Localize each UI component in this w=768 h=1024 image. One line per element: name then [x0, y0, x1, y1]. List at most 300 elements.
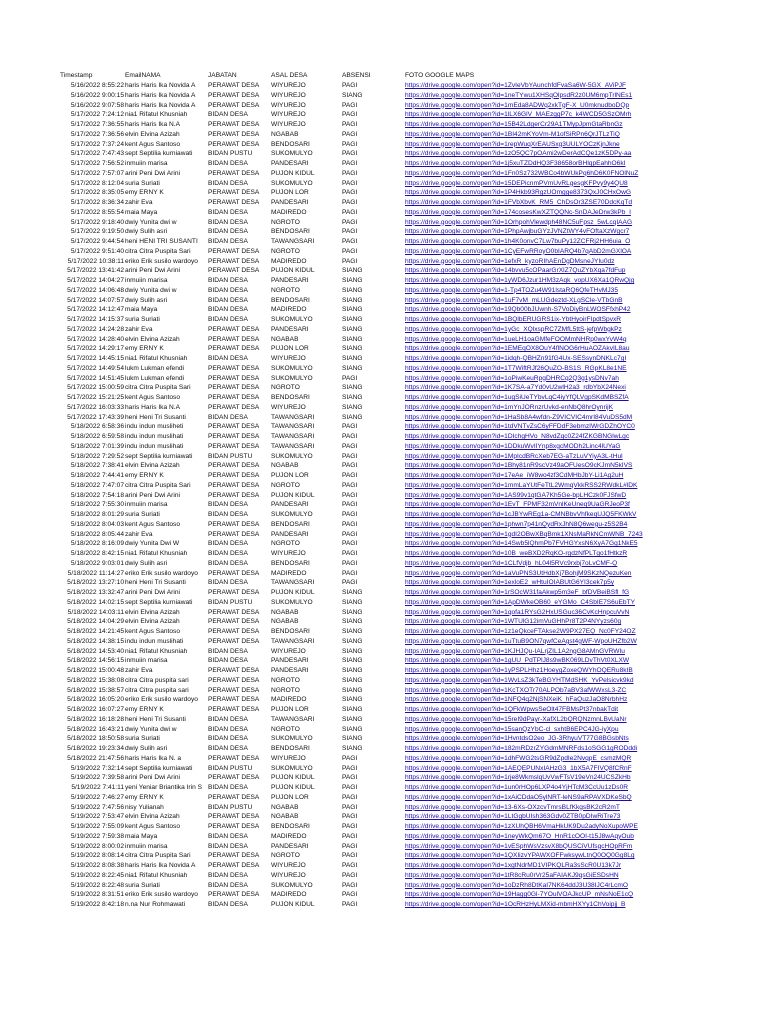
cell-asal-desa: WIYUREJO — [271, 111, 306, 119]
foto-link[interactable]: https://drive.google.com/open?id=10B_weBXD2RqKO-rgdzNfPLTgo1fHtkzR — [405, 550, 628, 557]
cell-asal-desa: PANDESARI — [271, 277, 309, 284]
foto-link[interactable]: https://drive.google.com/open?id=1DDkuWvIIYnp8xgcMODh2Linc4lUYaG — [405, 442, 621, 450]
cell-jabatan: BIDAN DESA — [208, 832, 248, 840]
cell-foto-link — [405, 510, 643, 520]
foto-link[interactable]: https://drive.google.com/open?id=1tdVNTvZsC6yFFDdF3ebmzIWrGDZhOYC0 — [405, 423, 635, 431]
cell-email-nama: heni Heni Tri Susanti — [125, 579, 186, 587]
cell-absensi: SIANG — [342, 345, 363, 353]
foto-link[interactable]: https://drive.google.com/open?id=1AEQEPUNxIAHzG3_1bX5A7FIVQ8fCRnF — [405, 764, 632, 772]
cell-email-nama: sept Septilia kurniawati — [125, 150, 193, 158]
cell-absensi: SIANG — [342, 686, 363, 694]
table-row — [60, 383, 643, 393]
foto-link[interactable]: https://drive.google.com/open?id=1FVbXbvK_RM5_ChDsOr3ZSE70DdcKqTd — [405, 199, 633, 206]
table-row — [60, 344, 643, 354]
foto-link[interactable]: https://drive.google.com/open?id=1QXIizvYPAWXOFFwksywLtnQ0OQ0Gg8Lg — [405, 852, 635, 860]
header-timestamp: Timestamp — [60, 72, 93, 79]
cell-jabatan: PERAWAT DESA — [208, 169, 260, 177]
cell-foto-link — [405, 91, 643, 101]
cell-timestamp: 5/17/2022 9:51:40 — [70, 247, 124, 255]
cell-asal-desa: WIYUREJO — [271, 121, 306, 128]
cell-foto-link — [405, 393, 643, 403]
cell-foto-link — [405, 276, 643, 286]
foto-link[interactable]: https://drive.google.com/open?id=1BQlbERUGRS1ix-YbtHyoirFIpdtSpvxR — [405, 316, 622, 323]
cell-timestamp: 5/17/2022 14:51:45 — [67, 374, 124, 382]
cell-timestamp: 5/18/2022 7:47:07 — [70, 481, 124, 489]
foto-link[interactable]: https://drive.google.com/open?id=13-6Xs-OXzcvTmrsBLfKkgsBK2cR2mT — [405, 803, 620, 811]
cell-timestamp: 5/17/2022 8:12:04 — [70, 179, 124, 187]
cell-jabatan: BIDAN PUSTU — [208, 764, 253, 772]
foto-link[interactable]: https://drive.google.com/open?id=1DIchgHVo_N8vdZqc0Z24fZKGBNGlwLgc — [405, 433, 630, 440]
cell-foto-link — [405, 656, 643, 666]
foto-link[interactable]: https://drive.google.com/open?id=1xgtNdrMD1VIPKQLRa3sScR0U13k7Jr — [405, 862, 622, 869]
cell-email-nama: haris Haris Ika N.A — [125, 121, 180, 128]
cell-jabatan: BIDAN DESA — [208, 579, 248, 587]
cell-timestamp: 5/17/2022 7:37:24 — [70, 140, 124, 148]
cell-jabatan: BIDAN DESA — [208, 296, 248, 304]
cell-timestamp: 5/19/2022 7:32:14 — [70, 764, 124, 772]
cell-foto-link — [405, 208, 643, 218]
cell-jabatan: BIDAN DESA — [208, 111, 248, 119]
foto-link[interactable]: https://drive.google.com/open?id=1neTYwu1XHSqOlpsdR2z0UM6mpTrlNEs1 — [405, 91, 633, 99]
table-row — [60, 861, 643, 871]
foto-link[interactable]: https://drive.google.com/open?id=1P4Hkb93RgzUOmgge8373QxJ0CHxOwG — [405, 189, 631, 197]
cell-absensi: SIANG — [342, 413, 363, 421]
foto-link[interactable]: https://drive.google.com/open?id=1HaSb8A4wfdn-Z9VICVIC4mrI84VuDS5dM — [405, 413, 633, 421]
cell-email-nama: elvin Elvina Azizah — [125, 813, 180, 821]
foto-link[interactable]: https://drive.google.com/open?id=1tR8cRu0rVr25aFAIAKJ9qsGiESDsHN — [405, 871, 619, 879]
cell-foto-link — [405, 452, 643, 462]
cell-timestamp: 5/18/2022 14:21:45 — [67, 628, 124, 635]
cell-asal-desa: PUJON LOR — [271, 472, 309, 479]
cell-foto-link — [405, 257, 643, 267]
cell-asal-desa: NGABAB — [271, 608, 299, 616]
cell-absensi: PAGI — [342, 111, 358, 119]
cell-foto-link — [405, 110, 643, 120]
cell-asal-desa: PANDESARI — [271, 657, 309, 665]
cell-asal-desa: PUJON KIDUL — [271, 784, 315, 791]
foto-link[interactable]: https://drive.google.com/open?id=1rje8WkmslqUvVwFTsV19eVn24UCSZkHb — [405, 774, 631, 782]
cell-jabatan: PERAWAT DESA — [208, 628, 260, 635]
cell-email-nama: haris Haris Ika Novida A — [125, 101, 196, 109]
cell-jabatan: BIDAN DESA — [208, 286, 248, 294]
foto-link[interactable]: https://drive.google.com/open?id=1h4K0onvC7Lw7buPy12ZCFRj2HH6uia_O — [405, 238, 631, 245]
foto-link[interactable]: https://drive.google.com/open?id=1uF7vM_mLUGdeztd-XLgSCle-VTbGnB — [405, 296, 623, 304]
cell-timestamp: 5/18/2022 14:38:15 — [67, 637, 124, 645]
foto-link[interactable]: https://drive.google.com/open?id=1oDzRh8DtKaI7NK64ddJ3U38IJC4rLcmO — [405, 881, 629, 889]
cell-jabatan: PERAWAT DESA — [208, 364, 260, 372]
cell-jabatan: PERAWAT DESA — [208, 754, 260, 762]
cell-asal-desa: PANDESARI — [271, 667, 309, 674]
table-row — [60, 227, 643, 237]
cell-foto-link — [405, 130, 643, 140]
foto-link[interactable]: https://drive.google.com/open?id=1WTUlG12imVuGHhPr8T2P4NYyzs60g — [405, 618, 622, 626]
cell-timestamp: 5/18/2022 19:23:34 — [67, 745, 124, 752]
cell-foto-link — [405, 549, 643, 559]
cell-email-nama: lukm Lukman efendi — [125, 374, 185, 382]
cell-email-nama: elvin Elvina Azizah — [125, 335, 180, 343]
foto-link[interactable]: https://drive.google.com/open?id=1ugSiUeTYbvLqC4iyYfQLVgpSKdMBSZfA — [405, 394, 629, 401]
cell-jabatan: BIDAN DESA — [208, 501, 248, 509]
cell-jabatan: PERAWAT DESA — [208, 130, 260, 138]
cell-email-nama: nia1 Rifatul Khusniah — [125, 647, 188, 655]
cell-foto-link — [405, 140, 643, 150]
cell-asal-desa: MADIREDO — [271, 257, 307, 265]
cell-foto-link — [405, 364, 643, 374]
cell-jabatan: BIDAN DESA — [208, 657, 248, 665]
cell-timestamp: 5/17/2022 14:07:57 — [67, 296, 124, 304]
foto-link[interactable]: https://drive.google.com/open?id=1BI42mKYoVm-M1ofSiRPn6QrJTLzTiQ — [405, 130, 620, 138]
foto-link[interactable]: https://drive.google.com/open?id=1T7WiftRJf26QuZO-BS1S_RGpKL8e1NE — [405, 364, 627, 372]
cell-absensi: PAGI — [342, 491, 358, 499]
cell-jabatan: BIDAN DESA — [208, 842, 248, 850]
table-body — [60, 81, 643, 910]
foto-link[interactable]: https://drive.google.com/open?id=1gUU_PdTPlJ8s9wBK069LDvThVt0XLXW — [405, 657, 630, 665]
cell-foto-link — [405, 481, 643, 491]
cell-jabatan: PERAWAT DESA — [208, 706, 260, 713]
cell-jabatan: BIDAN DESA — [208, 725, 248, 733]
foto-link[interactable]: https://drive.google.com/open?id=1phwn7p41nQydRxJhN8Q6wegu-z5S2B4 — [405, 520, 628, 528]
foto-link[interactable]: https://drive.google.com/open?id=1KcTXOTr70ALPOb7aBV3afWWxsL3-ZC — [405, 686, 627, 694]
cell-foto-link — [405, 676, 643, 686]
cell-timestamp: 5/18/2022 8:16:09 — [70, 540, 124, 548]
cell-absensi: PAGI — [342, 199, 358, 206]
cell-foto-link — [405, 559, 643, 569]
cell-email-nama: haris Haris Ika Novida A — [125, 91, 196, 99]
cell-email-nama: sept Septilia kurniawati — [125, 598, 193, 606]
cell-asal-desa: MADIREDO — [271, 208, 307, 216]
cell-timestamp: 5/18/2022 9:03:01 — [70, 559, 124, 567]
table-row — [60, 432, 643, 442]
cell-asal-desa: TAWANGSARI — [271, 423, 315, 431]
foto-link[interactable]: https://drive.google.com/open?id=19Hagg0Gl-7YOulVOAJkcUP_mNsNoE1cQ — [405, 891, 634, 899]
cell-foto-link — [405, 305, 643, 315]
cell-foto-link — [405, 159, 643, 169]
cell-timestamp: 5/17/2022 14:15:37 — [67, 316, 124, 323]
foto-link[interactable]: https://drive.google.com/open?id=174cosesKwXZTQQNc-SnDAJeDrw3kPb_I — [405, 208, 631, 216]
foto-link[interactable]: https://drive.google.com/open?id=1j5xuTZDdHQ3F38658orBHlqpEahhO6kI — [405, 160, 626, 167]
foto-link[interactable]: https://drive.google.com/open?id=1mEda8ADWq2xkTgF-X_U0mknudboDQp — [405, 101, 630, 109]
table-row — [60, 637, 643, 647]
table-row — [60, 452, 643, 462]
table-row — [60, 461, 643, 471]
cell-asal-desa: WIYUREJO — [271, 754, 306, 762]
cell-foto-link — [405, 286, 643, 296]
table-row — [60, 296, 643, 306]
cell-email-nama: dwiy Sulih asri — [125, 296, 168, 304]
foto-link[interactable]: https://drive.google.com/open?id=1Bhy81nR9scVz49aOFUesO9cKJmN5kIVS — [405, 462, 633, 470]
cell-jabatan: PERAWAT DESA — [208, 481, 260, 489]
table-row — [60, 539, 643, 549]
foto-link[interactable]: https://drive.google.com/open?id=1mmLaYUtFeTtL2WmqVkkRSS2RWdkL#lDK — [405, 481, 638, 489]
foto-link[interactable]: https://drive.google.com/open?id=1yPSPLHhz1HoeygZoxeQWYhOQERu8kIB — [405, 667, 633, 674]
cell-absensi: PAGI — [342, 803, 358, 811]
cell-email-nama: eriko Erik susilo wardoyo — [125, 257, 198, 265]
foto-link[interactable]: https://drive.google.com/open?id=1CLfVdjb_hL04l5RVc9rxbj7oLvCMF-Q — [405, 559, 618, 567]
foto-link[interactable]: https://drive.google.com/open?id=1mYnJORnzrUvkd-enNbQ8hrOynrijK — [405, 403, 613, 411]
table-row — [60, 354, 643, 364]
table-row — [60, 676, 643, 686]
cell-timestamp: 5/17/2022 7:47:43 — [70, 150, 124, 158]
cell-jabatan: PERAWAT DESA — [208, 345, 260, 353]
cell-absensi: PAGI — [342, 823, 358, 830]
cell-asal-desa: SUKOMULYO — [271, 452, 313, 460]
cell-foto-link — [405, 247, 643, 257]
cell-email-nama: kent Agus Santoso — [125, 628, 180, 635]
cell-jabatan: BIDAN DESA — [208, 511, 248, 518]
cell-asal-desa: PUJON KIDUL — [271, 491, 315, 499]
cell-jabatan: PERAWAT DESA — [208, 676, 260, 684]
foto-link[interactable]: https://drive.google.com/open?id=1cJBYwREg1a-CMNBbvVhfkeqUJQ5FKWkV — [405, 511, 637, 518]
foto-link[interactable]: https://drive.google.com/open?id=1exloE2_wHtuIOIABUtG6YI3cek7p5y — [405, 579, 615, 587]
foto-link[interactable]: https://drive.google.com/open?id=1zO5QC7pOAmi2wDerAdCQe1zK5DPy-aa — [405, 150, 632, 158]
cell-email-nama: suria Suriati — [125, 179, 160, 187]
foto-link[interactable]: https://drive.google.com/open?id=1idqh-QBHZn91fG4Ux-SESsynDNKLc7gI — [405, 355, 627, 362]
cell-timestamp: 5/18/2022 11:14:27 — [67, 569, 124, 577]
cell-timestamp: 5/19/2022 8:22:45 — [70, 871, 124, 879]
cell-timestamp: 5/18/2022 8:05:44 — [70, 530, 124, 538]
cell-absensi: PAGI — [342, 179, 358, 187]
foto-link[interactable]: https://drive.google.com/open?id=1lLX6GlV_MAEzggP7c_k4WCD5GSzOMrh — [405, 111, 632, 119]
cell-asal-desa: NGABAB — [271, 813, 299, 821]
cell-foto-link — [405, 861, 643, 871]
cell-asal-desa: BENDOSARI — [271, 745, 310, 752]
table-row — [60, 403, 643, 413]
foto-link[interactable]: https://drive.google.com/open?id=14Swb5lQhmPb7FVHGYxsN6XyA7Gg1NkE5 — [405, 540, 638, 548]
cell-timestamp: 5/18/2022 8:04:03 — [70, 520, 124, 528]
cell-asal-desa: PUJON KIDUL — [271, 774, 315, 782]
cell-email-nama: yeni Yeniar Briantika Irin S — [125, 784, 202, 791]
cell-jabatan: BIDAN PUSTU — [208, 150, 253, 158]
foto-link[interactable]: https://drive.google.com/open?id=1K7SA-a7Yd0vU2wlH2a3_rdbYbX24Nexi — [405, 384, 626, 392]
foto-link[interactable]: https://drive.google.com/open?id=1yGc_XQlxspRC7ZMfL5ttS-jefpWbgkPz — [405, 325, 622, 333]
cell-email-nama: dwiy Yunita dwi w — [125, 218, 177, 226]
foto-link[interactable]: https://drive.google.com/open?id=1oPiwKeuRpgDHRCq2Q3g1ysDNv7ah — [405, 374, 619, 382]
cell-asal-desa: PUJON LOR — [271, 345, 309, 353]
cell-timestamp: 5/17/2022 8:35:05 — [70, 189, 124, 197]
foto-link[interactable]: https://drive.google.com/open?id=1WvLsZ3kTeBGYHTMdSHK_YvPelsicvk9kd — [405, 676, 634, 684]
foto-link[interactable]: https://drive.google.com/open?id=1ApDWkeOB60_eYGMo_C4SbIE7S6uEbTY — [405, 598, 635, 606]
cell-absensi: SIANG — [342, 286, 363, 294]
cell-absensi: PAGI — [342, 569, 358, 577]
table-row — [60, 608, 643, 618]
cell-timestamp: 5/17/2022 17:43:39 — [67, 413, 124, 421]
cell-jabatan: BIDAN PUSTU — [208, 803, 253, 811]
foto-link[interactable]: https://drive.google.com/open?id=1qofa1RYsG2HxUSGuc36CvKcHnpcuVvN — [405, 608, 630, 616]
cell-email-nama: nia1 Rifatul Khusniah — [125, 871, 188, 879]
foto-link[interactable]: https://drive.google.com/open?id=1zXUhQBH6VmaHkUK9Du2adyNoXupoWPE — [405, 823, 638, 830]
foto-link[interactable]: https://drive.google.com/open?id=1ZvIeVbYAunchfdFvaSa6W-5GX_AViPJF — [405, 82, 627, 89]
foto-link[interactable]: https://drive.google.com/open?id=1z1eQkceFTAkse2W9PX27EQ_Nc0FY24OZ — [405, 628, 636, 635]
foto-link[interactable]: https://drive.google.com/open?id=1ueLH1oaGMfeFOOMmNHRp0wxYvW4q — [405, 335, 627, 343]
cell-absensi: PAGI — [342, 374, 358, 382]
cell-foto-link — [405, 442, 643, 452]
cell-timestamp: 5/19/2022 7:47:56 — [70, 803, 124, 811]
cell-asal-desa: SUKOMULYO — [271, 598, 313, 606]
table-row — [60, 169, 643, 179]
cell-jabatan: PERAWAT DESA — [208, 462, 260, 470]
cell-jabatan: BIDAN DESA — [208, 228, 248, 236]
foto-link[interactable]: https://drive.google.com/open?id=1OcRHzHyLMXid-mbmHXYy1ChVoipjj_B — [405, 901, 626, 908]
foto-link[interactable]: https://drive.google.com/open?id=14bvvu5cOPaarGrXlZ7QuZYbXqa7fdFup — [405, 267, 626, 275]
cell-asal-desa: BENDOSARI — [271, 228, 310, 236]
cell-foto-link — [405, 188, 643, 198]
cell-jabatan: PERAWAT DESA — [208, 637, 260, 645]
header-row — [60, 71, 643, 81]
cell-asal-desa: TAWANGSARI — [271, 579, 315, 587]
cell-foto-link — [405, 569, 643, 579]
cell-timestamp: 5/19/2022 8:22:48 — [70, 881, 124, 889]
cell-asal-desa: PANDESARI — [271, 160, 309, 167]
cell-foto-link — [405, 413, 643, 423]
cell-timestamp: 5/17/2022 9:18:40 — [70, 218, 124, 226]
cell-asal-desa: PANDESARI — [271, 842, 309, 850]
foto-link[interactable]: https://drive.google.com/open?id=1LtGgbUIsh363Gdv0ZTB0pDIwRiTre73 — [405, 813, 621, 821]
foto-link[interactable]: https://drive.google.com/open?id=17eAe_iW8wo4zf3CdMHbJbY-Li1Ag2uH — [405, 472, 624, 479]
cell-jabatan: BIDAN DESA — [208, 179, 248, 187]
cell-asal-desa: NGROTO — [271, 676, 300, 684]
table-row — [60, 530, 643, 540]
cell-email-nama: haris Haris Ika N. a — [125, 754, 182, 762]
cell-jabatan: PERAWAT DESA — [208, 267, 260, 275]
foto-link[interactable]: https://drive.google.com/open?id=1QFkWpwsSeOlt47FBMsPt37nbakTdit — [405, 706, 619, 713]
cell-absensi: PAGI — [342, 881, 358, 889]
table-row — [60, 559, 643, 569]
foto-link[interactable]: https://drive.google.com/open?id=1efxR_kyzoRIhAEnDgDMsneJYIu0dz — [405, 257, 615, 265]
foto-link[interactable]: https://drive.google.com/open?id=15DEPicnmPVmUvRLgesgKFPvy9y4QU8 — [405, 179, 628, 187]
cell-absensi: SIANG — [342, 696, 363, 704]
cell-asal-desa: TAWANGSARI — [271, 433, 315, 440]
foto-link[interactable]: https://drive.google.com/open?id=1-Tp4TOZu4W91lstaRQ6QfeTHvMJ35 — [405, 286, 618, 294]
cell-jabatan: PERAWAT DESA — [208, 433, 260, 440]
cell-foto-link — [405, 871, 643, 881]
cell-timestamp: 5/18/2022 14:02:15 — [67, 598, 124, 606]
foto-link[interactable]: https://drive.google.com/open?id=1aVuPNS3UtHdbXj7BohjM9SKzNQezuKen — [405, 569, 632, 577]
cell-jabatan: PERAWAT DESA — [208, 374, 260, 382]
foto-link[interactable]: https://drive.google.com/open?id=1uTtuB9ON7qwfCeAgst4gWF-WpoUHZfb2W — [405, 637, 637, 645]
cell-asal-desa: TAWANGSARI — [271, 715, 315, 723]
cell-email-nama: sept Septilia kurniawati — [125, 764, 193, 772]
foto-link[interactable]: https://drive.google.com/open?id=1gdI2OBwXBqBmk1XNsMaRkNCmWNB_7243 — [405, 530, 643, 538]
cell-foto-link — [405, 832, 643, 842]
cell-absensi: PAGI — [342, 433, 358, 440]
foto-link[interactable]: https://drive.google.com/open?id=15reI9dPayr-XafXL2bQRQNzmnLBvUaNr — [405, 715, 627, 723]
foto-link[interactable]: https://drive.google.com/open?id=19Qb00bJUwnh-S7VoDiyBnLWOSFfxhP42 — [405, 306, 631, 314]
foto-link[interactable]: https://drive.google.com/open?id=1repWuqXrEAUSxg3UULYOCzKjnJkne — [405, 140, 620, 148]
cell-email-nama: citra Citra puspita sari — [125, 676, 189, 684]
table-row — [60, 374, 643, 384]
table-row — [60, 120, 643, 130]
cell-timestamp: 5/17/2022 8:55:54 — [70, 208, 124, 216]
foto-link[interactable]: https://drive.google.com/open?id=1neyWkQm67O_HnR1cOOI-t15J8wAqyOub — [405, 832, 634, 840]
cell-timestamp: 5/19/2022 8:31:51 — [70, 891, 124, 899]
foto-link[interactable]: https://drive.google.com/open?id=1OrhpohVlewdph48NC5uFpsz_5wLcqIAAG — [405, 218, 633, 226]
cell-asal-desa: BENDOSARI — [271, 823, 310, 830]
foto-link[interactable]: https://drive.google.com/open?id=15B42LdgerCr29A1TMypJpmGtaRbnGz — [405, 121, 623, 128]
foto-link[interactable]: https://drive.google.com/open?id=1rSOcW31faAkwp5m3eF_bfDVBeiBSfl_fG — [405, 589, 630, 596]
cell-absensi: SIANG — [342, 296, 363, 304]
cell-email-nama: dwiy Sulih asri — [125, 228, 168, 236]
foto-link[interactable]: https://drive.google.com/open?id=1CyEFwRRoyO0bIARQ4b7qAbD2mGXlOA — [405, 247, 632, 255]
cell-email-nama: inmuiin marisa — [125, 842, 168, 850]
cell-foto-link — [405, 695, 643, 705]
foto-link[interactable]: https://drive.google.com/open?id=1Fn0Sz732WBCo4bWUkPq6hD6K0FNOlNuZ — [405, 169, 639, 177]
foto-link[interactable]: https://drive.google.com/open?id=1un0rHOp6LXP4o4YjHTcM3CcUu1zDs0R — [405, 784, 629, 791]
cell-foto-link — [405, 325, 643, 335]
cell-absensi: PAGI — [342, 423, 358, 431]
foto-link[interactable]: https://drive.google.com/open?id=1vESphWsVzsvX8bQUSCiVUfsgcHOpRFm — [405, 842, 633, 850]
cell-email-nama: indu indun musliheti — [125, 423, 184, 431]
cell-jabatan: BIDAN DESA — [208, 715, 248, 723]
foto-link[interactable]: https://drive.google.com/open?id=1AS99v1qtGA7Kh5Ge-bpLHCzk0FJSfwD — [405, 491, 627, 499]
cell-asal-desa: SUKOMULYO — [271, 316, 313, 323]
cell-asal-desa: TAWANGSARI — [271, 238, 315, 245]
cell-foto-link — [405, 530, 643, 540]
cell-foto-link — [405, 120, 643, 130]
cell-foto-link — [405, 500, 643, 510]
foto-link[interactable]: https://drive.google.com/open?id=182mRDzrZYGdmMNRFds1oSGG1gRODddi — [405, 745, 638, 752]
cell-email-nama: dwiy Yunita dwi w — [125, 725, 177, 733]
cell-email-nama: arini Peni Dwi Arini — [125, 774, 180, 782]
table-row — [60, 179, 643, 189]
foto-link[interactable]: https://drive.google.com/open?id=1dhFWG2tsGR9dZpdIe2NvqpE_csmzMQR — [405, 754, 632, 762]
table-row — [60, 481, 643, 491]
cell-absensi: PAGI — [342, 247, 358, 255]
cell-jabatan: PERAWAT DESA — [208, 442, 260, 450]
table-row — [60, 617, 643, 627]
cell-absensi: PAGI — [342, 774, 358, 782]
header-jabatan: JABATAN — [208, 72, 237, 79]
cell-email-nama: heni Heni Tri Susanti — [125, 413, 186, 421]
cell-absensi: PAGI — [342, 862, 358, 869]
cell-jabatan: PERAWAT DESA — [208, 891, 260, 899]
cell-asal-desa: WIYUREJO — [271, 550, 306, 557]
cell-timestamp: 5/18/2022 15:00:48 — [67, 667, 124, 674]
foto-link[interactable]: https://drive.google.com/open?id=1PhpAwjbuGYzJVNZtWY4vFOftaXzWgcr7 — [405, 228, 630, 236]
foto-link[interactable]: https://drive.google.com/open?id=1yWD6Jzur1HM3zAqk_vopUX6Xa1QRwQjg — [405, 277, 635, 284]
cell-asal-desa: NGROTO — [271, 686, 300, 694]
cell-absensi: SIANG — [342, 267, 363, 275]
cell-email-nama: haris Haris Ika Novida A — [125, 82, 196, 89]
cell-absensi: PAGI — [342, 784, 358, 791]
cell-timestamp: 5/19/2022 7:53:47 — [70, 813, 124, 821]
cell-timestamp: 5/18/2022 13:27:10 — [67, 579, 124, 587]
cell-jabatan: PERAWAT DESA — [208, 82, 260, 89]
foto-link[interactable]: https://drive.google.com/open?id=15sanQzYbC-cl_sxhtB6EPC4JG-iyXpu — [405, 725, 619, 733]
cell-absensi: PAGI — [342, 228, 358, 236]
cell-jabatan: PERAWAT DESA — [208, 423, 260, 431]
cell-jabatan: PERAWAT DESA — [208, 774, 260, 782]
foto-link[interactable]: https://drive.google.com/open?id=1HvntdsO2eo_JG-3RhyuVT77G8BGsbNts — [405, 735, 629, 743]
cell-foto-link — [405, 783, 643, 793]
foto-link[interactable]: https://drive.google.com/open?id=1MpIcdBRcXeb7EG-aTzLuVYiyA3L-tHul — [405, 452, 623, 460]
foto-link[interactable]: https://drive.google.com/open?id=1KJHJQu-IALrjZIL1A2ngG8AMnGVRWIu — [405, 647, 625, 655]
foto-link[interactable]: https://drive.google.com/open?id=1EvT_FPMF32mVnlKeUneq9UaGRJeoP3f — [405, 501, 630, 509]
cell-absensi: SIANG — [342, 277, 363, 284]
table-row — [60, 783, 643, 793]
foto-link[interactable]: https://drive.google.com/open?id=1NFQ4q2NjSNXeiK_hFaQuzJaO8NrbhHz — [405, 696, 628, 704]
cell-asal-desa: NGROTO — [271, 481, 300, 489]
cell-asal-desa: BENDOSARI — [271, 559, 310, 567]
foto-link[interactable]: https://drive.google.com/open?id=1xAiCDdaO5ylNRT-leNS9aRPAVXDKeSbQ — [405, 793, 632, 801]
cell-absensi: PAGI — [342, 462, 358, 470]
table-row — [60, 822, 643, 832]
cell-jabatan: BIDAN DESA — [208, 208, 248, 216]
cell-foto-link — [405, 764, 643, 774]
foto-link[interactable]: https://drive.google.com/open?id=1EMEqOX8OuY4flNOG6rHuAOZAkvIL8au — [405, 345, 630, 353]
cell-jabatan: BIDAN DESA — [208, 871, 248, 879]
cell-email-nama: haris Haris Ika Novida A — [125, 862, 196, 869]
cell-asal-desa: NGABAB — [271, 618, 299, 626]
